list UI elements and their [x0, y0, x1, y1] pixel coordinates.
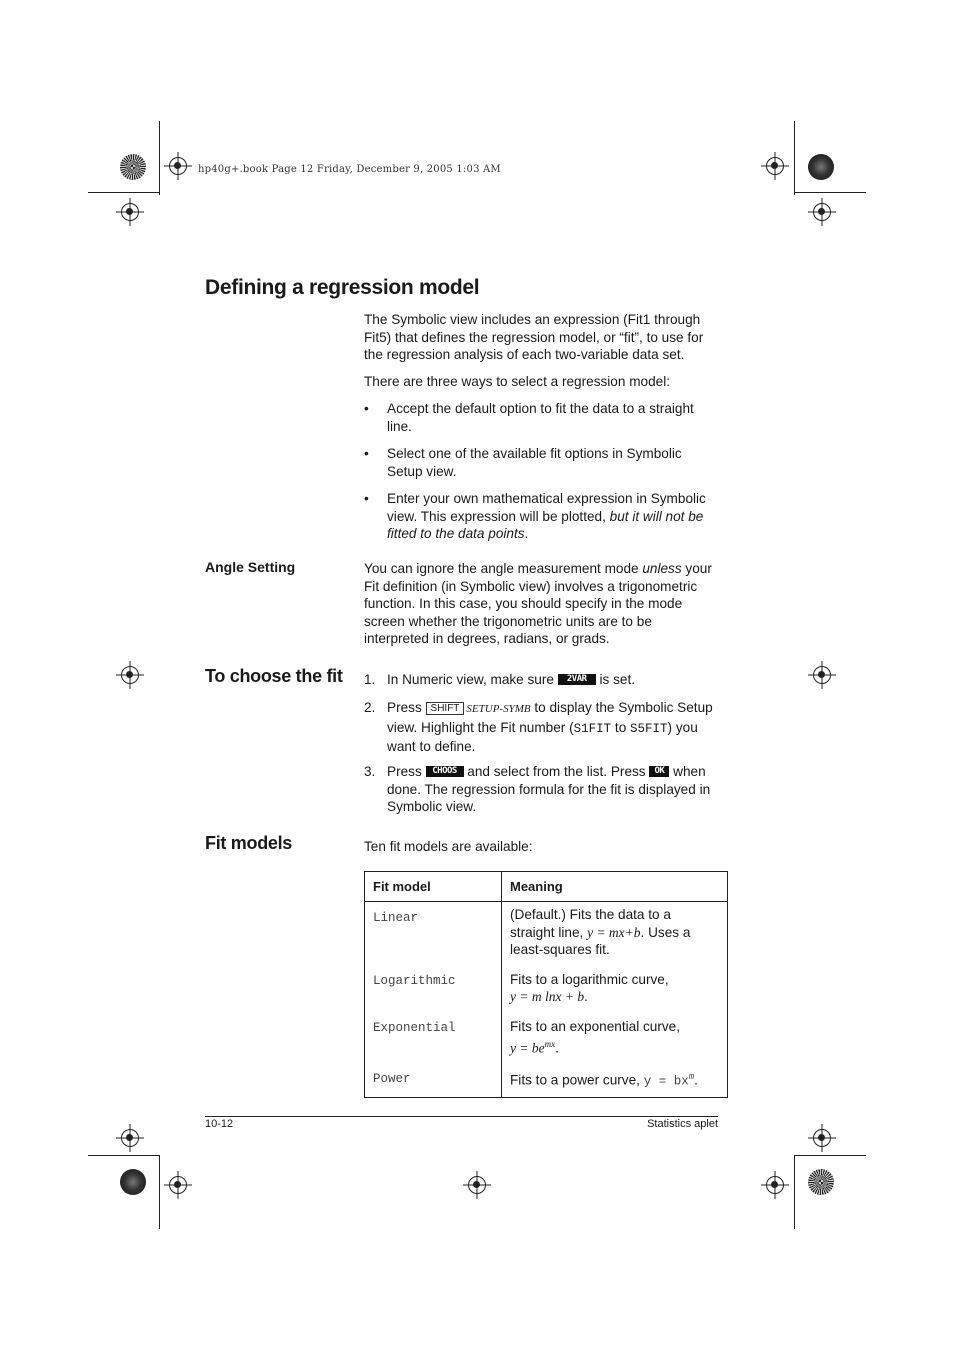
intro-lead: There are three ways to select a regression model: [364, 374, 671, 389]
bullet-marker: • [364, 491, 369, 506]
shift-key: SHIFT [426, 702, 465, 715]
registration-target-icon [121, 1129, 139, 1147]
table-row: Logarithmic Fits to a logarithmic curve, y = m lnx + b. [365, 971, 728, 1018]
registration-disc-icon [120, 154, 146, 180]
list-item: • Select one of the available fit options in Symbolic Setup view. [364, 446, 682, 479]
registration-disc-icon [120, 1169, 146, 1195]
softkey-choos: CHOOS [426, 766, 464, 777]
registration-target-icon [169, 1176, 187, 1194]
softkey-2var: 2VAR [558, 674, 596, 685]
list-item: • Accept the default option to fit the data to a straight line. [364, 401, 694, 434]
softkey-ok: OK [649, 766, 669, 777]
step-item: 3. Press CHOOS and select from the list. Press OK when done. The regression formula for the fit is displayed in Symbolic view. [364, 764, 711, 815]
column-header: Meaning [502, 872, 728, 902]
bullet-marker: • [364, 446, 369, 461]
registration-target-icon [121, 203, 139, 221]
registration-target-icon [468, 1176, 486, 1194]
section-heading-choose: To choose the fit [205, 666, 343, 686]
registration-target-icon [813, 1129, 831, 1147]
fit-models-intro: Ten fit models are available: [364, 839, 533, 854]
registration-target-icon [766, 1176, 784, 1194]
table-row: Exponential Fits to an exponential curve, $y = be^{mx}$. [365, 1018, 728, 1069]
registration-target-icon [766, 157, 784, 175]
setup-symb-key-label: SETUP-SYMB [466, 703, 531, 715]
page-title: Defining a regression model [205, 276, 480, 299]
registration-target-icon [121, 666, 139, 684]
section-heading-fit-models: Fit models [205, 833, 293, 853]
registration-target-icon [813, 203, 831, 221]
fit-models-table [364, 871, 728, 1098]
list-item: • Enter your own mathematical expression in Symbolic view. This expression will be plotted, but it will not be fitted to the data points. [364, 491, 706, 542]
table-row: Linear (Default.) Fits the data to a straight line, y = mx+b. Uses a least-squares fit. [365, 902, 728, 971]
table-row: Power Fits to a power curve, $y = bx^m$. [365, 1069, 728, 1098]
page-number: 10-12 [205, 1118, 234, 1130]
registration-target-icon [169, 157, 187, 175]
intro-paragraph: The Symbolic view includes an expression (Fit1 through Fit5) that defines the regression model, or “fit”, to use for the regression analysis of each two-variable data set. [364, 312, 704, 363]
table-header-row [365, 872, 728, 902]
section-heading-angle: Angle Setting [205, 559, 296, 575]
footer-divider [205, 1116, 718, 1117]
angle-paragraph: You can ignore the angle measurement mode unless your Fit definition (in Symbolic view) involves a trigonometric function. In this case, you should specify in the mode screen whether the trigonometric units are to be interpreted in degrees, radians, or grads. [364, 561, 712, 647]
step-item: 1. In Numeric view, make sure 2VAR is set. [364, 672, 636, 687]
registration-target-icon [813, 666, 831, 684]
registration-disc-icon [808, 1169, 834, 1195]
column-header: Fit model [365, 872, 502, 902]
print-header: hp40g+.book Page 12 Friday, December 9, 2005 1:03 AM [198, 164, 501, 175]
registration-disc-icon [808, 154, 834, 180]
step-item: 2. Press SHIFT SETUP-SYMB to display the Symbolic Setup view. Highlight the Fit number (S1FIT to S5FIT) you want to define. [364, 700, 713, 755]
bullet-marker: • [364, 401, 369, 416]
section-name: Statistics aplet [647, 1118, 718, 1130]
